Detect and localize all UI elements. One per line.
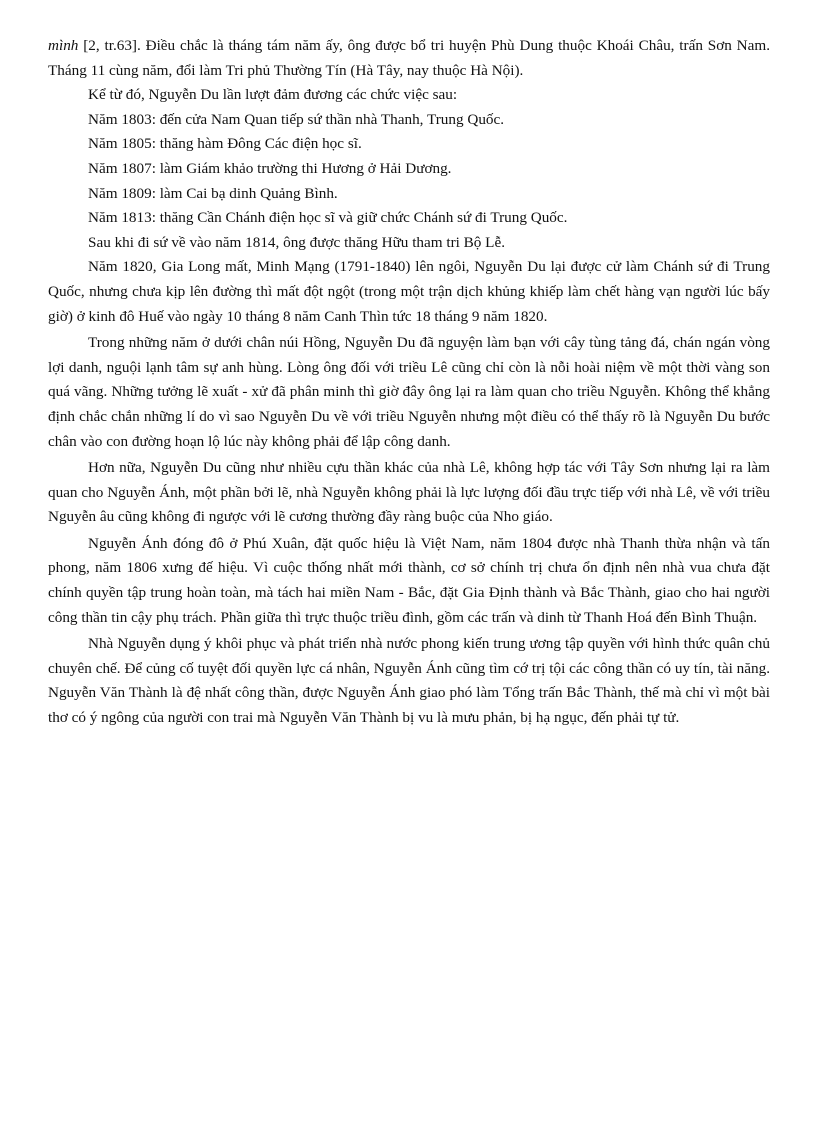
list-item: Năm 1805: thăng hàm Đông Các điện học sĩ. [88, 135, 362, 153]
list-item: Sau khi đi sứ về vào năm 1814, ông được thăng Hữu tham tri Bộ Lễ. [88, 233, 505, 251]
paragraph-continuation-text: [2, tr.63]. Điều chắc là tháng tám năm ấy, ông được bổ tri huyện Phù Dung thuộc Khoái Châu, trấn Sơn Nam. Tháng 11 cùng năm, đổi làm Tri phủ Thường Tín (Hà Tây, nay thuộc Hà Nội). [48, 37, 770, 79]
list-item: Năm 1809: làm Cai bạ dinh Quảng Bình. [88, 184, 338, 202]
list-intro-paragraph: Kể từ đó, Nguyễn Du lần lượt đảm đương các chức việc sau: [88, 86, 458, 104]
paragraph-phu-xuan: Nguyễn Ánh đóng đô ở Phú Xuân, đặt quốc hiệu là Việt Nam, năm 1804 được nhà Thanh thừa nhận và tấn phong, năm 1806 xưng đế hiệu. Vì cuộc thống nhất mới thành, cơ sở chính trị chưa ổn định nên nhà vua chưa đặt chính quyền tập trung hoàn toàn, mà tách hai miền Nam - Bắc, đặt Gia Định thành và Bắc Thành, giao cho hai người công thần tin cậy phụ trách. Phần giữa thì trực thuộc triều đình, gồm các trấn và dinh từ Thanh Hoá đến Bình Thuận. [48, 534, 770, 626]
paragraph-continuation [48, 34, 770, 83]
paragraph-1820: Năm 1820, Gia Long mất, Minh Mạng (1791-1840) lên ngôi, Nguyễn Du lại được cử làm Chánh sứ đi Trung Quốc, nhưng chưa kịp lên đường thì mất đột ngột (trong một trận dịch khủng khiếp làm chết hàng vạn người lúc bấy giờ) ở kinh đô Huế vào ngày 10 tháng 8 năm Canh Thìn tức 18 tháng 9 năm 1820. [48, 258, 770, 325]
paragraph-hong-mountain: Trong những năm ở dưới chân núi Hồng, Nguyễn Du đã nguyện làm bạn với cây tùng tảng đá, chán ngán vòng lợi danh, nguội lạnh tâm sự anh hùng. Lòng ông đối với triều Lê cũng chỉ còn là nỗi hoài niệm về một thời vàng son quá vãng. Những tưởng lẽ xuất - xử đã phân minh thì giờ đây ông lại ra làm quan cho triều Nguyễn. Không thể khẳng định chắc chắn những lí do vì sao Nguyễn Du về với triều Nguyễn nhưng một điều có thể thấy rõ là Nguyễn Du bước chân vào con đường hoạn lộ lúc này không phải để lập công danh. [48, 334, 770, 450]
list-item: Năm 1807: làm Giám khảo trường thi Hương ở Hải Dương. [88, 159, 452, 177]
list-item: Năm 1803: đến cửa Nam Quan tiếp sứ thần nhà Thanh, Trung Quốc. [88, 110, 505, 128]
paragraph-former-officials: Hơn nữa, Nguyễn Du cũng như nhiều cựu thần khác của nhà Lê, không hợp tác với Tây Sơn nhưng lại ra làm quan cho Nguyễn Ánh, một phần bởi lẽ, nhà Nguyễn không phải là lực lượng đối đầu trực tiếp với nhà Lê, về với triều Nguyễn âu cũng không đi ngược với lẽ cương thường đầy ràng buộc của Nho giáo. [48, 459, 770, 526]
paragraph-centralized-power: Nhà Nguyễn dụng ý khôi phục và phát triển nhà nước phong kiến trung ương tập quyền với hình thức quân chủ chuyên chế. Để củng cố tuyệt đối quyền lực cá nhân, Nguyễn Ánh cũng tìm cớ trị tội các công thần có uy tín, tài năng. Nguyễn Văn Thành là đệ nhất công thần, được Nguyễn Ánh giao phó làm Tổng trấn Bắc Thành, thế mà chỉ vì một bài thơ có ý ngông của người con trai mà Nguyễn Văn Thành bị vu là mưu phản, bị hạ ngục, đến phải tự tử. [48, 635, 770, 727]
italic-word: mình [48, 37, 79, 54]
document-page [48, 34, 770, 731]
list-item: Năm 1813: thăng Cần Chánh điện học sĩ và giữ chức Chánh sứ đi Trung Quốc. [88, 209, 568, 227]
